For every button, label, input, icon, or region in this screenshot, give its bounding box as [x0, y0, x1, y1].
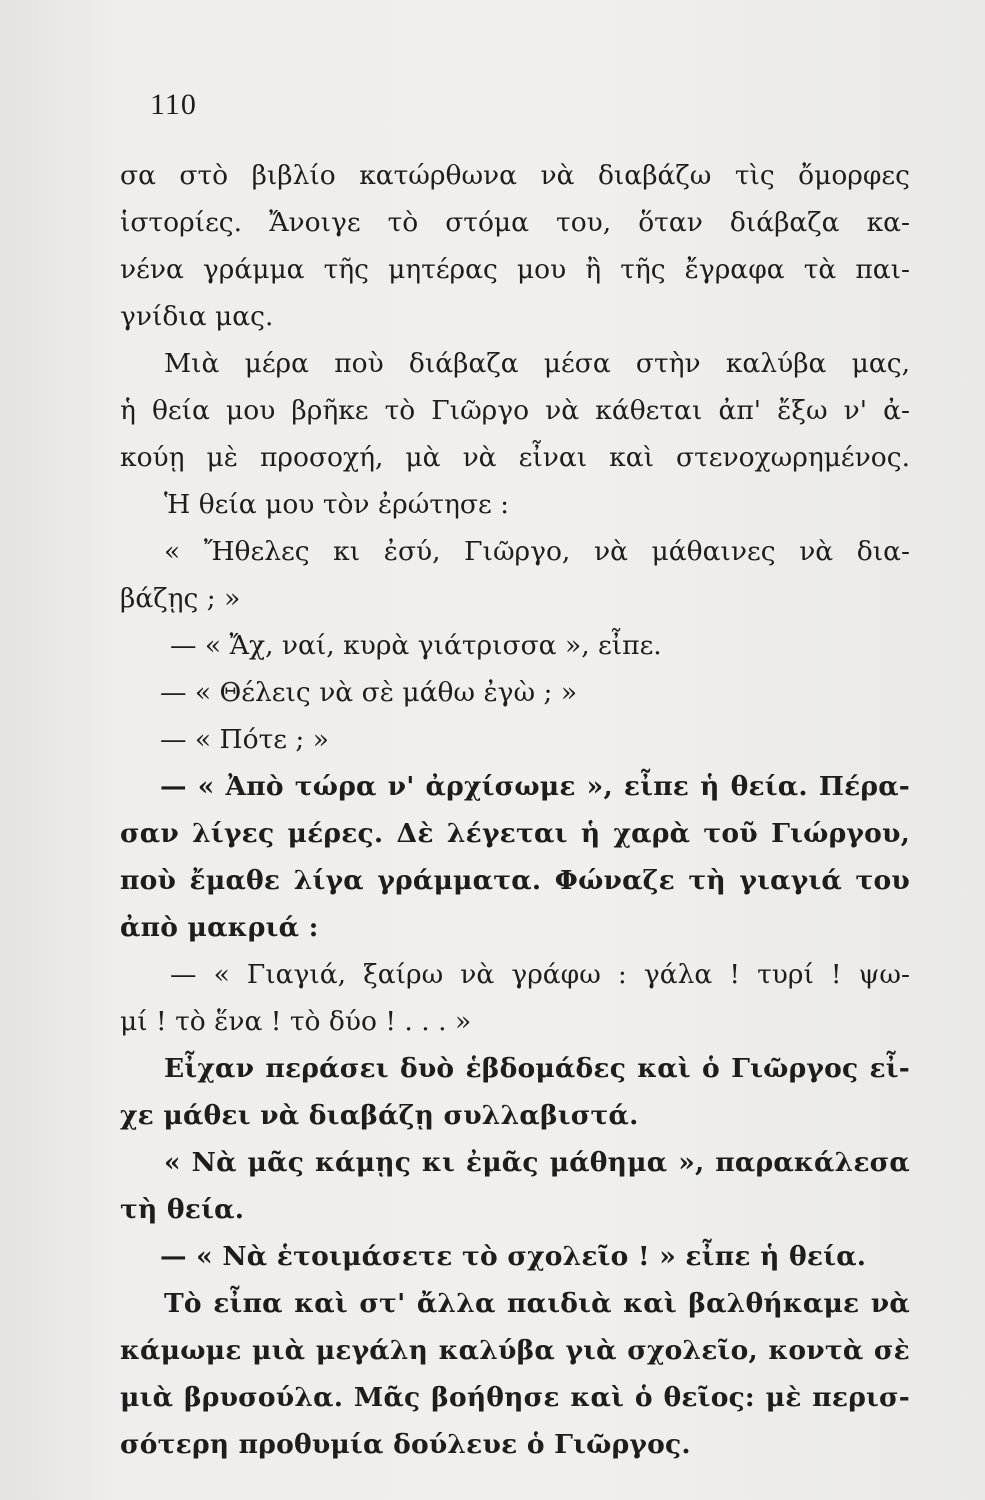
text-line: σα στὸ βιβλίο κατώρθωνα νὰ διαβάζω τὶς ὄμορφες — [120, 160, 910, 191]
dialogue-line: — « Γιαγιά, ξαίρω νὰ γράφω : γάλα ! τυρί ! ψω- — [170, 959, 910, 990]
dialogue-line: — « Πότε ; » — [160, 724, 330, 755]
text-line: ἡ θεία μου βρῆκε τὸ Γιῶργο νὰ κάθεται ἀπ' ἔξω ν' ἀ- — [120, 395, 910, 426]
text-line: γνίδια μας. — [120, 301, 274, 332]
text-line: ἀπὸ μακριά : — [120, 912, 319, 943]
dialogue-line: — « Ἄχ, ναί, κυρὰ γιάτρισσα », εἶπε. — [170, 630, 662, 661]
text-line: μί ! τὸ ἕνα ! τὸ δύο ! . . . » — [120, 1006, 472, 1037]
dialogue-line: — « Νὰ ἑτοιμάσετε τὸ σχολεῖο ! » εἶπε ἡ θεία. — [160, 1241, 867, 1272]
text-line: τὴ θεία. — [120, 1194, 245, 1225]
text-line: βάζῃς ; » — [120, 583, 241, 614]
text-line: Ἡ θεία μου τὸν ἐρώτησε : — [164, 489, 510, 520]
text-line: « Νὰ μᾶς κάμῃς κι ἐμᾶς μάθημα », παρακάλεσα — [164, 1147, 910, 1178]
text-line: σότερη προθυμία δούλευε ὁ Γιῶργος. — [120, 1429, 691, 1460]
page-number: 110 — [150, 88, 197, 121]
text-line: κούῃ μὲ προσοχή, μὰ νὰ εἶναι καὶ στενοχωρημένος. — [120, 442, 910, 473]
text-line: « Ἤθελες κι ἐσύ, Γιῶργο, νὰ μάθαινες νὰ δια- — [164, 536, 910, 567]
text-line: νένα γράμμα τῆς μητέρας μου ἢ τῆς ἔγραφα τὰ παι- — [120, 254, 910, 285]
text-line: ἱστορίες. Ἄνοιγε τὸ στόμα του, ὅταν διάβαζα κα- — [120, 207, 910, 238]
text-line: κάμωμε μιὰ μεγάλη καλύβα γιὰ σχολεῖο, κοντὰ σὲ — [120, 1335, 910, 1366]
dialogue-line: — « Θέλεις νὰ σὲ μάθω ἐγὼ ; » — [160, 677, 578, 708]
text-line: Τὸ εἶπα καὶ στ' ἄλλα παιδιὰ καὶ βαλθήκαμε νὰ — [164, 1288, 910, 1319]
text-line: μιὰ βρυσούλα. Μᾶς βοήθησε καὶ ὁ θεῖος: μὲ περισ- — [120, 1382, 910, 1413]
text-line: χε μάθει νὰ διαβάζῃ συλλαβιστά. — [120, 1100, 639, 1131]
text-line: ποὺ ἔμαθε λίγα γράμματα. Φώναζε τὴ γιαγιά του — [120, 865, 910, 896]
text-line: σαν λίγες μέρες. Δὲ λέγεται ἡ χαρὰ τοῦ Γιώργου, — [120, 818, 910, 849]
text-line: Μιὰ μέρα ποὺ διάβαζα μέσα στὴν καλύβα μας, — [164, 348, 910, 379]
body-text — [120, 152, 910, 1468]
dialogue-line: — « Ἀπὸ τώρα ν' ἀρχίσωμε », εἶπε ἡ θεία. Πέρα- — [160, 771, 910, 802]
text-line: Εἶχαν περάσει δυὸ ἑβδομάδες καὶ ὁ Γιῶργος εἶ- — [164, 1053, 910, 1084]
